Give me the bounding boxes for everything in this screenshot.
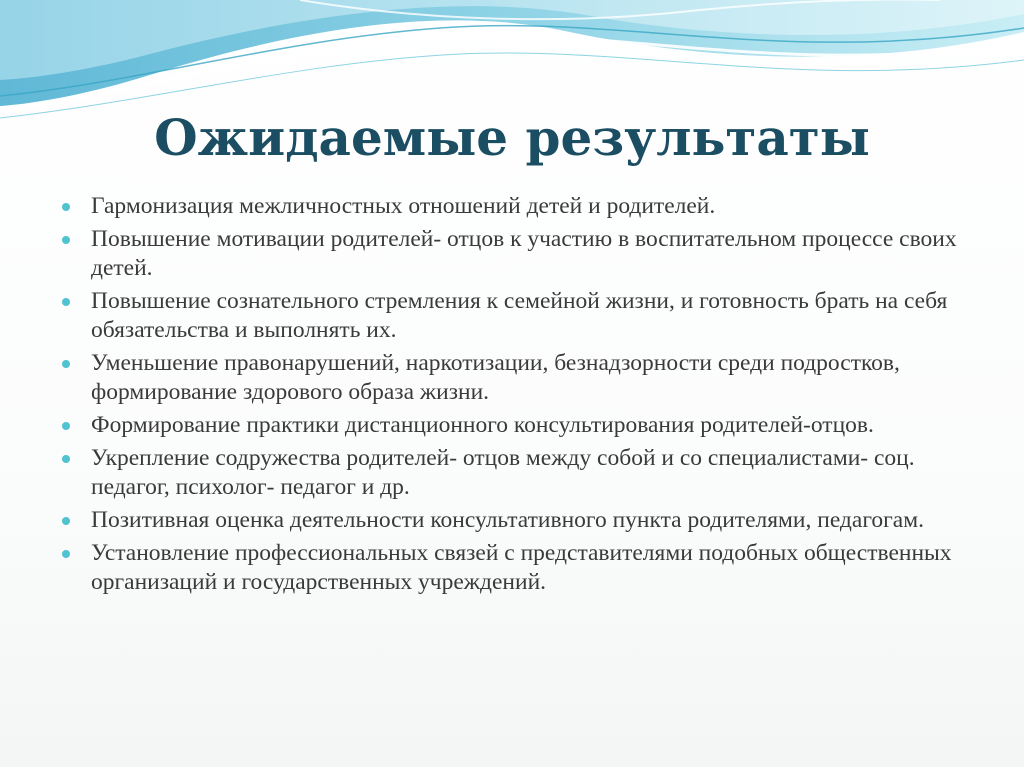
- list-item-text: Повышение мотивации родителей- отцов к участию в воспитательном процессе своих детей.: [91, 226, 957, 281]
- list-item-text: Установление профессиональных связей с представителями подобных общественных организаций и государственных учреждений.: [91, 540, 952, 595]
- list-item: [60, 192, 980, 221]
- list-item-text: Гармонизация межличностных отношений детей и родителей.: [91, 193, 716, 219]
- bullet-icon: [62, 455, 70, 463]
- slide-title: Ожидаемые результаты: [154, 108, 870, 167]
- bullet-icon: [62, 422, 70, 430]
- bullet-icon: [62, 236, 70, 244]
- list-item-text: Уменьшение правонарушений, наркотизации, безнадзорности среди подростков, формирование здорового образа жизни.: [91, 350, 900, 405]
- bullet-icon: [62, 298, 70, 306]
- bullet-icon: [62, 550, 70, 558]
- list-item-text: Формирование практики дистанционного консультирования родителей-отцов.: [91, 412, 874, 438]
- results-list: [60, 192, 980, 601]
- list-item-text: Позитивная оценка деятельности консультативного пункта родителями, педагогам.: [91, 507, 924, 533]
- list-item: [60, 225, 980, 283]
- bullet-icon: [62, 203, 70, 211]
- list-item-text: Укрепление содружества родителей- отцов между собой и со специалистами- соц. педагог, психолог- педагог и др.: [91, 445, 915, 500]
- bullet-icon: [62, 360, 70, 368]
- list-item-text: Повышение сознательного стремления к семейной жизни, и готовность брать на себя обязательства и выполнять их.: [91, 288, 948, 343]
- list-item: [60, 349, 980, 407]
- bullet-icon: [62, 517, 70, 525]
- list-item: [60, 287, 980, 345]
- list-item: [60, 411, 980, 440]
- list-item: [60, 444, 980, 502]
- list-item: [60, 506, 980, 535]
- list-item: [60, 539, 980, 597]
